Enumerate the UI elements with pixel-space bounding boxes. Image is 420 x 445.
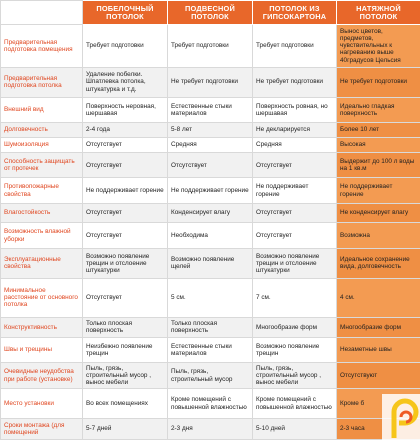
whitewash-cell: Только плоская поверхность [83,318,168,338]
stretch-cell: Не требует подготовки [337,67,420,97]
suspended-cell: 5-8 лет [168,122,253,137]
table-row [1,67,420,97]
stretch-cell: Более 10 лет [337,122,420,137]
drywall-cell: Кроме помещений с повышенной влажностью [253,389,337,419]
drywall-cell: Многообразие форм [253,318,337,338]
stretch-cell: Многообразие форм [337,318,420,338]
whitewash-cell: Не поддерживает горение [83,178,168,203]
suspended-cell: Только плоская поверхность [168,318,253,338]
whitewash-cell: 2-4 года [83,122,168,137]
criterion-cell: Очевидные неудобства при работе (установке) [1,363,83,389]
whitewash-cell: Отсутствует [83,203,168,223]
suspended-cell: Конденсирует влагу [168,203,253,223]
whitewash-cell: Отсутствует [83,152,168,177]
suspended-cell: 5 см. [168,278,253,317]
stretch-cell: Возможна [337,223,420,248]
table-row [1,419,420,440]
drywall-cell: 7 см. [253,278,337,317]
table-row [1,389,420,419]
suspended-cell: Пыль, грязь, строительный мусор [168,363,253,389]
table-row [1,248,420,278]
whitewash-cell: Поверхность неровная, шершавая [83,97,168,122]
header-stretch-ceiling: НАТЯЖНОЙ ПОТОЛОК [337,1,420,25]
drywall-cell: Возможно появление трещин и отслоение штукатурки [253,248,337,278]
whitewash-cell: Отсутствует [83,278,168,317]
criterion-cell: Внешний вид [1,97,83,122]
stretch-cell: Кроме б [337,389,420,419]
stretch-cell: Отсутствуют [337,363,420,389]
stretch-cell: 2-3 часа [337,419,420,440]
table-row [1,178,420,203]
criterion-cell: Противопожарные свойства [1,178,83,203]
criterion-cell: Швы и трещины [1,337,83,362]
table-row [1,278,420,317]
criterion-cell: Шумоизоляция [1,137,83,152]
stretch-cell: Высокая [337,137,420,152]
drywall-cell: Не декларируется [253,122,337,137]
drywall-cell: Возможно появление трещин [253,337,337,362]
whitewash-cell: 5-7 дней [83,419,168,440]
table-row [1,97,420,122]
table-row [1,137,420,152]
drywall-cell: Отсутствует [253,203,337,223]
suspended-cell: 2-3 дня [168,419,253,440]
header-criteria [1,1,83,25]
criterion-cell: Предварительная подготовка помещения [1,25,83,68]
suspended-cell: Кроме помещений с повышенной влажностью [168,389,253,419]
whitewash-cell: Возможно появление трещин и отслоение штукатурки [83,248,168,278]
table-row [1,25,420,68]
criterion-cell: Возможность влажной уборки [1,223,83,248]
stretch-cell: Идеально гладкая поверхность [337,97,420,122]
criterion-cell: Влагостойкость [1,203,83,223]
table-row [1,223,420,248]
stretch-cell: Не конденсирует влагу [337,203,420,223]
drywall-cell: Не поддерживает горение [253,178,337,203]
drywall-cell: 5-10 дней [253,419,337,440]
whitewash-cell: Требует подготовки [83,25,168,68]
drywall-cell: Не требует подготовки [253,67,337,97]
criterion-cell: Предварительная подготовка потолка [1,67,83,97]
suspended-cell: Не поддерживает горение [168,178,253,203]
table-row [1,122,420,137]
whitewash-cell: Неизбежно появление трещин [83,337,168,362]
suspended-cell: Возможно появление щелей [168,248,253,278]
table-row [1,203,420,223]
table-row [1,318,420,338]
suspended-cell: Отсутствует [168,152,253,177]
stretch-cell: Вынос цветов, предметов, чувствительных к нагреванию выше 40градусов Цельсия [337,25,420,68]
whitewash-cell: Отсутствует [83,223,168,248]
stretch-cell: Идеальное сохранение вида, долговечность [337,248,420,278]
drywall-cell: Пыль, грязь, строительный мусор , вынос мебели [253,363,337,389]
stretch-cell: Выдержит до 100 л воды на 1 кв.м [337,152,420,177]
table-row [1,337,420,362]
criterion-cell: Сроки монтажа (для помещений [1,419,83,440]
criterion-cell: Эксплуатационные свойства [1,248,83,278]
table-row [1,152,420,177]
criterion-cell: Способность защищать от протечек [1,152,83,177]
whitewash-cell: Отсутствует [83,137,168,152]
stretch-cell: Не поддерживает горение [337,178,420,203]
suspended-cell: Требует подготовки [168,25,253,68]
whitewash-cell: Пыль, грязь, строительный мусор , вынос мебели [83,363,168,389]
drywall-cell: Требует подготовки [253,25,337,68]
header-row [1,1,420,25]
drywall-cell: Поверхность ровная, но шершавая [253,97,337,122]
criterion-cell: Долговечность [1,122,83,137]
whitewash-cell: Во всех помещениях [83,389,168,419]
criterion-cell: Место установки [1,389,83,419]
suspended-cell: Естественные стыки материалов [168,337,253,362]
suspended-cell: Естественные стыки материалов [168,97,253,122]
table-row [1,363,420,389]
header-drywall-ceiling: ПОТОЛОК ИЗ ГИПСОКАРТОНА [253,1,337,25]
header-whitewash-ceiling: ПОБЕЛОЧНЫЙ ПОТОЛОК [83,1,168,25]
suspended-cell: Необходима [168,223,253,248]
header-suspended-ceiling: ПОДВЕСНОЙ ПОТОЛОК [168,1,253,25]
stretch-cell: 4 см. [337,278,420,317]
drywall-cell: Средняя [253,137,337,152]
drywall-cell: Отсутствует [253,152,337,177]
suspended-cell: Не требует подготовки [168,67,253,97]
stretch-cell: Незаметные швы [337,337,420,362]
drywall-cell: Отсутствует [253,223,337,248]
suspended-cell: Средняя [168,137,253,152]
criterion-cell: Минимальное расстояние от основного потолка [1,278,83,317]
whitewash-cell: Удаление побелки. Шпатлевка потолка, штукатурка и т.д. [83,67,168,97]
criterion-cell: Конструктивность [1,318,83,338]
